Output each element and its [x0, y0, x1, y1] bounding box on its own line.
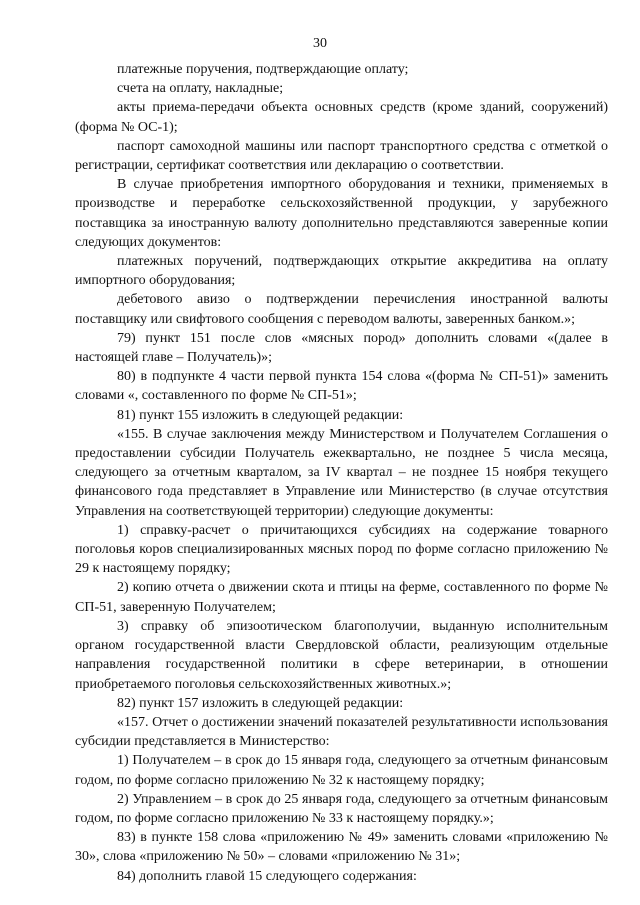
paragraph: счета на оплату, накладные; [117, 81, 284, 97]
paragraph: 83) в пункте 158 слова «приложению № 49» заменить словами «приложению № 30», слова «приложению № 50» – словами «приложению № 31»; [75, 830, 608, 865]
page-number: 30 [313, 36, 327, 51]
paragraph: платежных поручений, подтверждающих открытие аккредитива на оплату импортного оборудования; [75, 254, 608, 289]
paragraph: акты приема-передачи объекта основных средств (кроме зданий, сооружений) (форма № ОС-1); [75, 100, 608, 135]
paragraph: 1) справку-расчет о причитающихся субсидиях на содержание товарного поголовья коров специализированных мясных пород по форме согласно приложению № 29 к настоящему порядку; [75, 522, 608, 577]
paragraph: платежные поручения, подтверждающие оплату; [117, 62, 409, 77]
paragraph: 1) Получателем – в срок до 15 января года, следующего за отчетным финансовым годом, по форме согласно приложению № 32 к настоящему порядку; [75, 753, 608, 788]
paragraph: 84) дополнить главой 15 следующего содержания: [117, 868, 417, 884]
paragraph: 2) Управлением – в срок до 25 января года, следующего за отчетным финансовым годом, по форме согласно приложению № 33 к настоящему порядку.»; [75, 791, 608, 826]
paragraph: дебетового авизо о подтверждении перечисления иностранной валюты поставщику или свифтового сообщения с переводом валюты, заверенных банком.»; [75, 292, 608, 327]
paragraph: 3) справку об эпизоотическом благополучии, выданную исполнительным органом государственной власти Свердловской области, реализующим отдельные направления государственной политики в сфере ветеринарии, в отношении приобретаемого поголовья сельскохозяйственных животных.»; [75, 618, 608, 692]
paragraph: 79) пункт 151 после слов «мясных пород» дополнить словами «(далее в настоящей главе – Получатель)»; [75, 330, 608, 366]
document-body [75, 60, 608, 886]
paragraph: 81) пункт 155 изложить в следующей редакции: [117, 407, 404, 423]
paragraph: 82) пункт 157 изложить в следующей редакции: [117, 695, 404, 711]
paragraph: 2) копию отчета о движении скота и птицы на ферме, составленного по форме № СП-51, заверенную Получателем; [75, 580, 608, 615]
paragraph: 80) в подпункте 4 части первой пункта 154 слова «(форма № СП-51)» заменить словами «, составленного по форме № СП-51»; [75, 369, 608, 404]
paragraph: паспорт самоходной машины или паспорт транспортного средства с отметкой о регистрации, сертификат соответствия или декларацию о соответствии. [75, 138, 608, 174]
paragraph: «155. В случае заключения между Министерством и Получателем Соглашения о предоставлении субсидии Получатель ежеквартально, не позднее 5 числа месяца, следующего за отчетным кварталом, за IV квартал – не позднее 15 ноября текущего финансового года представляет в Управление или Министерство (в случае отсутствия Управления на соответствующей территории) следующие документы: [75, 426, 608, 519]
paragraph: «157. Отчет о достижении значений показателей результативности использования субсидии представляется в Министерство: [75, 714, 608, 750]
paragraph: В случае приобретения импортного оборудования и техники, применяемых в производстве и переработке сельскохозяйственной продукции, у зарубежного поставщика за иностранную валюту дополнительно представляются заверенные копии следующих документов: [75, 177, 608, 250]
